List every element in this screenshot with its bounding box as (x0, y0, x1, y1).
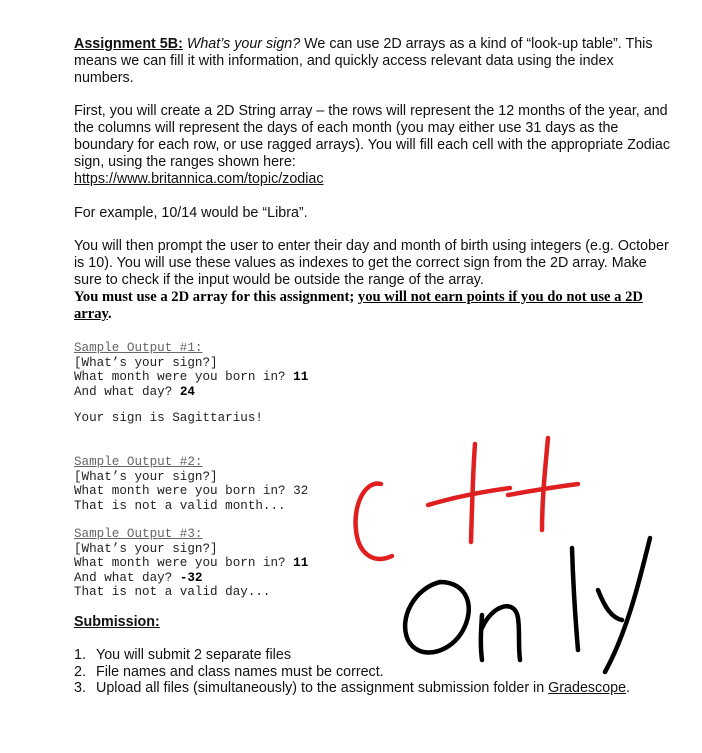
sample-3-line1: [What’s your sign?] (74, 541, 218, 556)
sample-3-month-input: 11 (293, 556, 309, 570)
handwritten-only (405, 538, 650, 672)
submission-item-3-text: Upload all files (simultaneously) to the assignment submission folder in (96, 680, 549, 696)
sample-3-line2: What month were you born in? (74, 556, 294, 570)
sample-1-label: Sample Output #1: (74, 341, 203, 355)
sample-2-line1: [What’s your sign?] (74, 469, 218, 484)
first-paragraph-text: First, you will create a 2D String array – the rows will represent the 12 months of the year, and the columns will represent the days of each month (you may either use 31 days as the boundary for each row, or use ragged arrays). You will fill each cell with the appropriate Zodiac sign, using the ranges shown here: (74, 103, 671, 170)
example-text: For example, 10/14 would be “Libra”. (74, 205, 308, 221)
assignment-subtitle: What’s your sign? (186, 36, 301, 52)
sample-1-line2: What month were you born in? (74, 370, 294, 384)
handwritten-cpp (356, 438, 578, 559)
submission-item-1-text: You will submit 2 separate files (96, 647, 291, 663)
submission-item-2-number: 2. (74, 663, 86, 680)
handwritten-n (481, 606, 520, 660)
submission-item-1-number: 1. (74, 647, 86, 663)
sample-1-month-input: 11 (293, 370, 309, 384)
sample-1-line4: Your sign is Sagittarius! (74, 411, 263, 425)
sample-2-month-input: 32 (293, 484, 309, 498)
handwritten-c (356, 484, 392, 559)
sample-3-day-input: -32 (179, 570, 203, 585)
submission-item-3-number: 3. (74, 680, 86, 696)
requirement-end: . (108, 306, 112, 322)
handwritten-l (572, 548, 578, 650)
sample-1-line1: [What’s your sign?] (74, 355, 218, 370)
gradescope-link[interactable]: Gradescope (548, 680, 627, 696)
sample-2-line2: What month were you born in? (74, 484, 294, 498)
handwritten-y (598, 538, 650, 672)
submission-heading: Submission: (74, 614, 160, 630)
requirement-lead: You must use a 2D array for this assignment; (74, 289, 358, 305)
assignment-title: Assignment 5B: (74, 36, 183, 52)
handwritten-plus-1-horizontal (428, 488, 510, 505)
sample-2-line3: That is not a valid month... (74, 498, 286, 513)
sample-3-line4: That is not a valid day... (74, 585, 271, 599)
intro-text: We can use 2D arrays as a kind of “look-up table”. This means we can fill it with information, and quickly access relevant data using the index numbers. (74, 36, 653, 86)
zodiac-link[interactable]: https://www.britannica.com/topic/zodiac (74, 171, 324, 187)
sample-1-day-input: 24 (179, 384, 195, 399)
sample-3-line3: And what day? (74, 570, 180, 585)
handwritten-plus-2-vertical (542, 438, 548, 530)
sample-1-line3: And what day? (74, 384, 180, 399)
submission-item-3-end: . (626, 680, 631, 696)
sample-3-label: Sample Output #3: (74, 527, 203, 541)
handwritten-o (405, 582, 469, 652)
sample-2-label: Sample Output #2: (74, 455, 203, 469)
submission-item-2-text: File names and class names must be correct. (96, 663, 384, 680)
requirement-warning: you will not earn points if you do not use a 2D array (74, 289, 643, 322)
prompt-text: You will then prompt the user to enter their day and month of birth using integers (e.g. October is 10). You will use these values as indexes to get the correct sign from the 2D array. Make sure to check if the input would be outside the range of the array. (74, 238, 669, 288)
